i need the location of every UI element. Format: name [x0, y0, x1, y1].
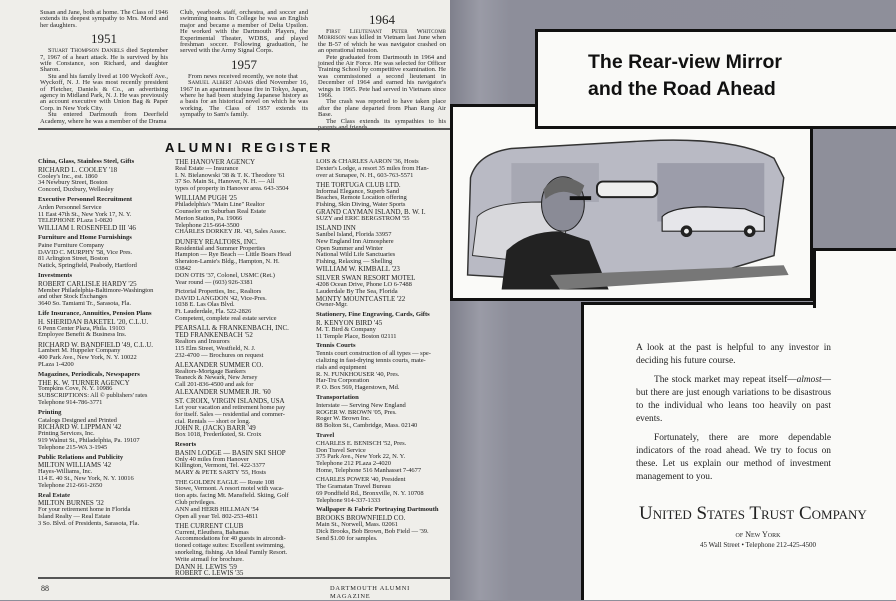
- listing-line: THE TORTUGA CLUB LTD.: [316, 180, 401, 189]
- register-category-heading: Stationery, Fine Engraving, Cards, Gifts: [316, 311, 430, 319]
- listing-line: 114 E. 40 St., New York, N. Y. 10016: [38, 474, 134, 482]
- listing-line: tioned cottage suites: Excellent swimming,: [175, 542, 285, 550]
- listing-line: Dexter's Lodge, a resort 35 miles from Han-: [316, 164, 429, 172]
- listing-line: DAVID LANGDON '42, Vice-Pres.: [175, 294, 267, 302]
- register-listing: [175, 362, 313, 396]
- listing-line: cializing in fast-drying tennis courts, mate-: [316, 357, 426, 365]
- listing-line: DON OTIS '37, Colonel, USMC (Ret.): [175, 271, 275, 279]
- listing-line: Beaches, Remote Location offering: [316, 194, 407, 202]
- listing-line: MARY & PETE SARTY '55, Hosts: [175, 469, 266, 477]
- listing-line: Send $1.00 for samples.: [316, 534, 378, 542]
- register-listing: [175, 159, 313, 193]
- listing-line: 115 Elm Street, Westfield, N. J.: [175, 344, 256, 352]
- car-illustration: [450, 104, 813, 301]
- listing-line: Club privileges.: [175, 498, 216, 506]
- register-listing: [175, 239, 313, 287]
- listing-line: THE K. W. TURNER AGENCY: [38, 378, 130, 387]
- obituary-text: Club, yearbook staff, orchestra, and soccer and swimming teams. In College he was an English major and became a member of Delta Upsilon. He worked with the Dartmouth Players, the Experimental Theater, WDBS, and played freshman soccer. Following graduation, he served with the Army Signal Corps.: [180, 9, 308, 55]
- register-category-heading: Printing: [38, 408, 62, 416]
- listing-line: I. N. Bielanowski '38 & T. K. Theodore '61: [175, 171, 286, 179]
- listing-line: DANN H. LEWIS '59: [175, 562, 237, 571]
- listing-line: PEARSALL & FRANKENBACH, INC.: [175, 324, 289, 333]
- listing-line: DAVID C. MURPHY '58, Vice Pres.: [38, 248, 133, 256]
- obituary-text: died November 16, 1967 in an apartment house fire in Tokyo, Japan, where he had been studying Japanese history as a basis for an historical novel on which he was working. The Class of 1957 extends its sympathy to Sam's family.: [180, 79, 308, 119]
- register-category-heading: Furniture and Home Furnishings: [38, 233, 132, 241]
- headline-box: [535, 29, 896, 129]
- ad-copy-box: [581, 302, 896, 600]
- register-listing: [38, 281, 172, 308]
- register-category-heading: China, Glass, Stainless Steel, Gifts: [38, 158, 135, 165]
- listing-line: MILTON WILLIAMS '42: [38, 461, 112, 470]
- listing-line: 232-4700 — Brochures on request: [175, 351, 264, 359]
- obituary-text: Susan and Jane, both at home. The Class of 1946 extends its deepest sympathy to Mrs. Mond and her daughters.: [40, 9, 168, 29]
- listing-line: TELEPHONE PLaza 1-0820: [38, 217, 113, 225]
- listing-line: THE CURRENT CLUB: [175, 521, 244, 530]
- listing-line: 400 Park Ave., New York, N. Y. 10022: [38, 354, 137, 362]
- obituary-text: Pete graduated from Dartmouth in 1964 and joined the Air Force. He was selected for Officer Training School by competitive examination. He was commissioned a second lieutenant in December of 1964 and earned his navigator's wings in 1965. Pete had served in Vietnam since 1966.: [318, 53, 446, 100]
- listing-line: 11 Temple Place, Boston 02111: [316, 332, 397, 340]
- register-category-heading: Resorts: [175, 441, 197, 449]
- register-listing: [38, 167, 172, 194]
- listing-line: SILVER SWAN RESORT MOTEL: [316, 274, 416, 283]
- register-listing: [316, 441, 448, 475]
- listing-line: Natick, Springfield, Peabody, Hartford: [38, 262, 137, 270]
- listing-line: 375 Park Ave., New York 22, N. Y.: [316, 453, 406, 461]
- listing-line: Interstate — Serving New England: [316, 401, 406, 409]
- listing-line: RICHARD W. LIPPMAN '42: [38, 423, 122, 432]
- register-listing: [38, 500, 172, 527]
- register-listing: [316, 403, 448, 430]
- ad-text: A look at the past is helpful to any investor in deciding his future course.: [636, 343, 831, 366]
- listing-line: Open Summer and Winter: [316, 244, 383, 252]
- listing-line: Hayes-Williams, Inc.: [38, 468, 93, 476]
- listing-line: New England Inn Atmosphere: [316, 237, 394, 245]
- register-category-heading: Magazines, Periodicals, Newspapers: [38, 370, 140, 378]
- register-listing: [316, 159, 448, 179]
- obituary-paragraph: [40, 112, 168, 125]
- register-column-3: [316, 159, 448, 545]
- listing-line: THE GOLDEN EAGLE — Route 108: [175, 478, 275, 486]
- listing-line: Dick Brooks, Bob Brown, Bob Field — '39.: [316, 527, 429, 535]
- class-year-heading: 1951: [91, 31, 117, 47]
- page-number: 88: [41, 584, 49, 593]
- listing-line: Year round — (603) 926-3381: [175, 278, 253, 286]
- listing-line: Let your vacation and retirement home pay: [175, 404, 286, 412]
- obituary-paragraph: [40, 74, 168, 112]
- obituary-text: was killed in Vietnam last June when the B-57 of which he was navigator crashed on an operational mission.: [318, 34, 446, 55]
- register-listing: [316, 477, 448, 504]
- listing-line: 3 So. Blvd. of Presidents, Sarasota, Fla.: [38, 519, 140, 527]
- listing-line: Realtors-Mortgage Bankers: [175, 367, 246, 375]
- listing-line: Lambert M. Huppeler Company: [38, 347, 121, 355]
- register-listing: [316, 182, 448, 223]
- listing-line: The Gramatan Travel Bureau: [316, 483, 391, 491]
- listing-line: ANN and HERB HILLMAN '54: [175, 505, 259, 513]
- listing-line: Open all year Tel. 802-253-4811: [175, 512, 259, 520]
- obituary-text: Stu entered Dartmouth from Deerfield Academy, where he was a member of the Drama: [40, 111, 168, 125]
- listing-line: Teaneck & Newark, New Jersey: [175, 374, 258, 382]
- divider: [38, 577, 450, 579]
- listing-line: WILLIAM I. ROSENFELD III '46: [38, 224, 136, 233]
- obituary-text: The crash was reported to have taken place after the plane departed from Phan Rang Air Base.: [318, 98, 446, 119]
- listing-line: GRAND CAYMAN ISLAND, B. W. I.: [316, 208, 426, 217]
- listing-line: Printing Services, Inc.: [38, 430, 95, 438]
- obituary-text: The Class extends its sympathies to his: [326, 117, 446, 125]
- obituary-column-2: [180, 10, 308, 119]
- ad-text: —but there are just enough variations to be disastrous to the individual who leans too heavily on past events.: [636, 375, 831, 424]
- listing-line: BASIN LODGE — BASIN SKI SHOP: [175, 448, 286, 457]
- obituary-paragraph: [318, 99, 446, 118]
- listing-line: Stowe, Vermont. A resort motel with vaca-: [175, 485, 284, 493]
- register-listing: [316, 225, 448, 273]
- obituary-paragraph: [180, 80, 308, 118]
- headline: [588, 49, 782, 103]
- listing-line: Accommodations for 40 guests in aircondi-: [175, 535, 286, 543]
- register-category-heading: Wallpaper & Fabric Portraying Dartmouth: [316, 506, 439, 514]
- listing-line: SUBSCRIPTIONS: All © publishers' rates: [38, 392, 148, 400]
- obituary-text: From news received recently, we note that: [188, 72, 298, 80]
- listing-line: 81 Arlington Street, Boston: [38, 255, 109, 263]
- register-listing: [38, 462, 172, 489]
- listing-line: Telephone 212 PLaza 2-4020: [316, 460, 391, 468]
- register-listing: [38, 380, 172, 407]
- company-subtitle: of New York: [735, 530, 781, 539]
- register-listing: [175, 289, 313, 323]
- listing-line: Counselor on Suburban Real Estate: [175, 208, 266, 216]
- obituary-text: Stu and his family lived at 100 Wyckoff Ave., Wyckoff, N. J. He was most recently president of Fletcher, Daniels & Co., an advertising agency in Midland Park, N. J. He was previously an account executive with Union Bag & Paper Corp. in New York City.: [40, 72, 168, 112]
- listing-line: Catalogs Designed and Printed: [38, 416, 117, 424]
- listing-line: 11 East 47th St., New York 17, N. Y.: [38, 210, 132, 218]
- listing-line: 34 Newbury Street, Boston: [38, 179, 108, 187]
- listing-line: CHARLES DORKEY JR. '43, Sales Assoc.: [175, 228, 287, 236]
- listing-line: Pictorial Properties, Inc., Realtors: [175, 287, 262, 295]
- listing-line: tion apts. facing Mt. Mansfield. Skiing, Golf: [175, 492, 289, 500]
- ad-copy: [636, 342, 831, 490]
- listing-line: Roger W. Brown Inc.: [316, 415, 371, 423]
- listing-line: for itself. Sales — residential and commer-: [175, 410, 285, 418]
- register-category-heading: Life Insurance, Annuities, Pension Plans: [38, 309, 152, 317]
- listing-line: Har-Tru Corporation: [316, 377, 370, 385]
- listing-line: Hampton — Rye Beach — Little Boars Head: [175, 251, 292, 259]
- listing-line: Competent, complete real estate service: [175, 315, 277, 323]
- driver-rearview-illustration: [453, 107, 810, 298]
- advertisement-page: [450, 0, 896, 600]
- register-category-heading: Tennis Courts: [316, 342, 356, 350]
- ad-panel-corner: [813, 248, 896, 308]
- register-listing: [316, 320, 448, 340]
- listing-line: Lauderdale By The Sea, Florida: [316, 287, 398, 295]
- listing-line: R. KENYON BIRD '45: [316, 319, 383, 328]
- listing-line: H. SHERIDAN BAKETEL '20, C.L.U.: [38, 317, 149, 326]
- register-listing: [38, 319, 172, 339]
- listing-line: Box 1018, Frederiksted, St. Croix: [175, 431, 262, 439]
- listing-line: 4208 Ocean Drive, Phone LO 6-7488: [316, 281, 412, 289]
- listing-line: 03842: [175, 264, 192, 272]
- listing-line: 6 Penn Center Plaza, Phila. 19103: [38, 324, 125, 332]
- register-listing: [175, 523, 313, 577]
- obituary-column-1: [40, 10, 168, 125]
- ad-paragraph: [636, 342, 831, 368]
- listing-line: Island Realty — Real Estate: [38, 512, 111, 520]
- listing-line: Arden Personnel Service: [38, 203, 102, 211]
- listing-line: Current, Eleuthera, Bahamas: [175, 528, 249, 536]
- register-listing: [38, 418, 172, 452]
- company-logo: United States Trust Company: [639, 503, 867, 524]
- listing-line: Residential and Summer Properties: [175, 244, 266, 252]
- listing-line: DUNFEY REALTORS, INC.: [175, 237, 258, 246]
- listing-line: Employee Benefit & Business Ins.: [38, 331, 127, 339]
- listing-line: Realtors and Insurors: [175, 337, 230, 345]
- obituary-name: Stuart Thompson Daniels: [48, 47, 124, 55]
- company-address: 45 Wall Street • Telephone 212-425-4500: [699, 541, 817, 549]
- listing-line: snorkeling, fishing. An Ideal Family Resort.: [175, 549, 288, 557]
- listing-line: CHARLES E. BENISCH '52, Pres.: [316, 439, 407, 447]
- listing-line: MILTON BURNES '32: [38, 499, 104, 508]
- listing-line: Only 40 miles from Hanover: [175, 455, 249, 463]
- listing-line: Sanibel Island, Florida 33957: [316, 230, 392, 238]
- listing-line: Member Philadelphia-Baltimore-Washington: [38, 286, 154, 294]
- listing-line: Call 201-836-4500 and ask for: [175, 381, 254, 389]
- listing-line: Philadelphia's "Main Line" Realtor: [175, 201, 265, 209]
- listing-line: WILLIAM W. KIMBALL '23: [316, 264, 400, 273]
- listing-line: Tennis court construction of all types — spe-: [316, 350, 431, 358]
- listing-line: P. O. Box 569, Hagerstown, Md.: [316, 384, 400, 392]
- listing-line: Telephone 215-664-3500: [175, 221, 240, 229]
- listing-line: Ft. Lauderdale, Fla. 522-2826: [175, 308, 252, 316]
- listing-line: Don Travel Service: [316, 446, 366, 454]
- listing-line: Telephone 914-337-1333: [316, 496, 381, 504]
- listing-line: rials and equipment: [316, 363, 367, 371]
- listing-line: Owner-Mgr.: [316, 301, 348, 309]
- listing-line: 919 Walnut St., Philadelphia, Pa. 19107: [38, 436, 140, 444]
- listing-line: 37 So. Main St., Hanover, N. H. — All: [175, 178, 275, 186]
- class-year-heading: 1964: [369, 12, 395, 27]
- listing-line: TED FRANKENBACH '52: [175, 331, 253, 340]
- listing-line: 3640 So. Tamiami Tr., Sarasota, Fla.: [38, 300, 131, 308]
- obituary-paragraph: [40, 48, 168, 74]
- class-year-heading: 1957: [231, 56, 257, 72]
- listing-line: ROBERT C. LEWIS '35: [175, 569, 244, 578]
- register-listing: [175, 450, 313, 477]
- listing-line: ISLAND INN: [316, 224, 356, 233]
- register-column-1: [38, 159, 172, 530]
- listing-line: Telephone 914-786-3771: [38, 399, 103, 406]
- register-listing: [38, 205, 172, 232]
- listing-line: Informal Elegance, Superb Sand: [316, 187, 399, 195]
- listing-line: over at Sunapee, N. H., 603-763-5571: [316, 171, 414, 179]
- register-category-heading: Transportation: [316, 394, 359, 401]
- listing-line: Merion Station, Pa. 19066: [175, 214, 243, 222]
- listing-line: M. T. Bird & Company: [316, 325, 376, 333]
- listing-line: ROBERT CARLISLE HARDY '25: [38, 279, 137, 288]
- listing-line: 1038 E. Las Olas Blvd.: [175, 301, 235, 309]
- listing-line: National Wild Life Sanctuaries: [316, 251, 396, 259]
- register-listing: [175, 195, 313, 236]
- listing-line: Fishing, Relaxing — Shelling: [316, 258, 393, 266]
- listing-line: Main St., Norwell, Mass. 02061: [316, 521, 398, 529]
- listing-line: RICHARD W. BANDFIELD '49, C.L.U.: [38, 340, 154, 349]
- register-listing: [316, 515, 448, 542]
- ad-paragraph: [636, 374, 831, 426]
- listing-line: Killington, Vermont, Tel. 422-3377: [175, 462, 266, 470]
- register-listing: [175, 325, 313, 359]
- obituary-paragraph: [180, 10, 308, 55]
- ad-text: The stock market may repeat itself—: [654, 375, 797, 385]
- listing-line: Real Estate — Insurance: [175, 164, 239, 172]
- alumni-register-title: ALUMNI REGISTER: [165, 140, 334, 155]
- listing-line: types of property in Hanover area. 643-3504: [175, 185, 289, 193]
- ad-paragraph: [636, 432, 831, 484]
- listing-line: BROOKS BROWNFIELD CO.: [316, 514, 406, 523]
- obituary-paragraph: [318, 29, 446, 55]
- register-listing: [38, 342, 172, 369]
- listing-line: R. N. FUNKHOUSER '40, Pres.: [316, 370, 400, 378]
- listing-line: ALEXANDER SUMMER JR. '60: [175, 388, 271, 396]
- listing-line: LOIS & CHARLES AARON '36, Hosts: [316, 158, 419, 165]
- listing-line: 88 Bolton St., Cambridge, Mass. 02140: [316, 422, 418, 430]
- listing-line: Concord, Duxbury, Wellesley: [38, 186, 114, 194]
- listing-line: Fishing, Skin Diving, Water Sports: [316, 201, 406, 209]
- listing-line: ST. CROIX, VIRGIN ISLANDS, USA: [175, 397, 285, 406]
- listing-line: MONTY MOUNTCASTLE '22: [316, 294, 406, 303]
- listing-line: Home, Telephone 516 Manhasset 7-4677: [316, 466, 422, 474]
- listing-line: For your retirement home in Florida: [38, 506, 131, 514]
- listing-line: Cooley's Inc., est. 1860: [38, 172, 98, 180]
- listing-line: cial. Rentals — short or long.: [175, 417, 251, 425]
- listing-line: THE HANOVER AGENCY: [175, 158, 256, 166]
- ad-text: Fortunately, there are more dependable indicators of the road ahead. We try to focus on these. Let us explain our method of investment management to you.: [636, 433, 831, 482]
- listing-line: ALEXANDER SUMMER CO.: [175, 360, 264, 369]
- listing-line: Write airmail for brochure.: [175, 555, 244, 563]
- register-category-heading: Travel: [316, 431, 335, 439]
- listing-line: WILLIAM PUGH '25: [175, 194, 237, 203]
- listing-line: PLaza 1-4200: [38, 361, 74, 369]
- obituary-name: Samuel Albert Adams: [188, 79, 254, 87]
- listing-line: and other Stock Exchanges: [38, 293, 108, 301]
- divider: [38, 128, 450, 130]
- register-category-heading: Real Estate: [38, 491, 71, 499]
- obituary-paragraph: [40, 10, 168, 29]
- register-listing: [175, 480, 313, 521]
- register-listing: [38, 243, 172, 270]
- listing-line: Telephone 215-WA 3-1945: [38, 443, 108, 451]
- register-listing: [175, 398, 313, 439]
- headline-line-2: and the Road Ahead: [588, 78, 776, 100]
- listing-line: JOHN R. (JACK) BARR '49: [175, 424, 256, 433]
- obituary-name: First Lieutenant Peter Whitcomb Morrison: [318, 28, 446, 42]
- ad-emphasis: almost: [796, 375, 822, 385]
- listing-line: ROGER W. BROWN '05, Pres.: [316, 408, 397, 416]
- obituary-paragraph: [318, 55, 446, 100]
- listing-line: Sheraton-Lamie's Bldg., Hampton, N. H.: [175, 258, 280, 266]
- listing-line: Tompkins Cove, N. Y. 10986: [38, 385, 113, 393]
- magazine-title: DARTMOUTH ALUMNI MAGAZINE: [330, 585, 411, 600]
- listing-line: RICHARD L. COOLEY '18: [38, 165, 118, 174]
- obituary-text: died September 7, 1967 of a heart attack. He is survived by his wife Constance, son Richard, and daughter Sharon.: [40, 47, 168, 74]
- register-listing: [316, 275, 448, 309]
- listing-line: Paine Furniture Company: [38, 241, 105, 249]
- headline-line-1: The Rear-view Mirror: [588, 51, 782, 73]
- register-category-heading: Executive Personnel Recruitment: [38, 195, 133, 203]
- register-column-2: [175, 159, 313, 580]
- listing-line: 69 Pondfield Rd., Bronxville, N. Y. 10708: [316, 489, 424, 497]
- register-category-heading: Public Relations and Publicity: [38, 453, 124, 461]
- listing-line: Telephone 212-661-2650: [38, 481, 103, 489]
- obituary-column-3: [318, 10, 446, 132]
- listing-line: SUZY and ERIC BERGSTROM '55: [316, 214, 410, 222]
- listing-line: CHARLES POWER '40, President: [316, 476, 406, 484]
- register-category-heading: Investments: [38, 271, 73, 279]
- register-listing: [316, 351, 448, 392]
